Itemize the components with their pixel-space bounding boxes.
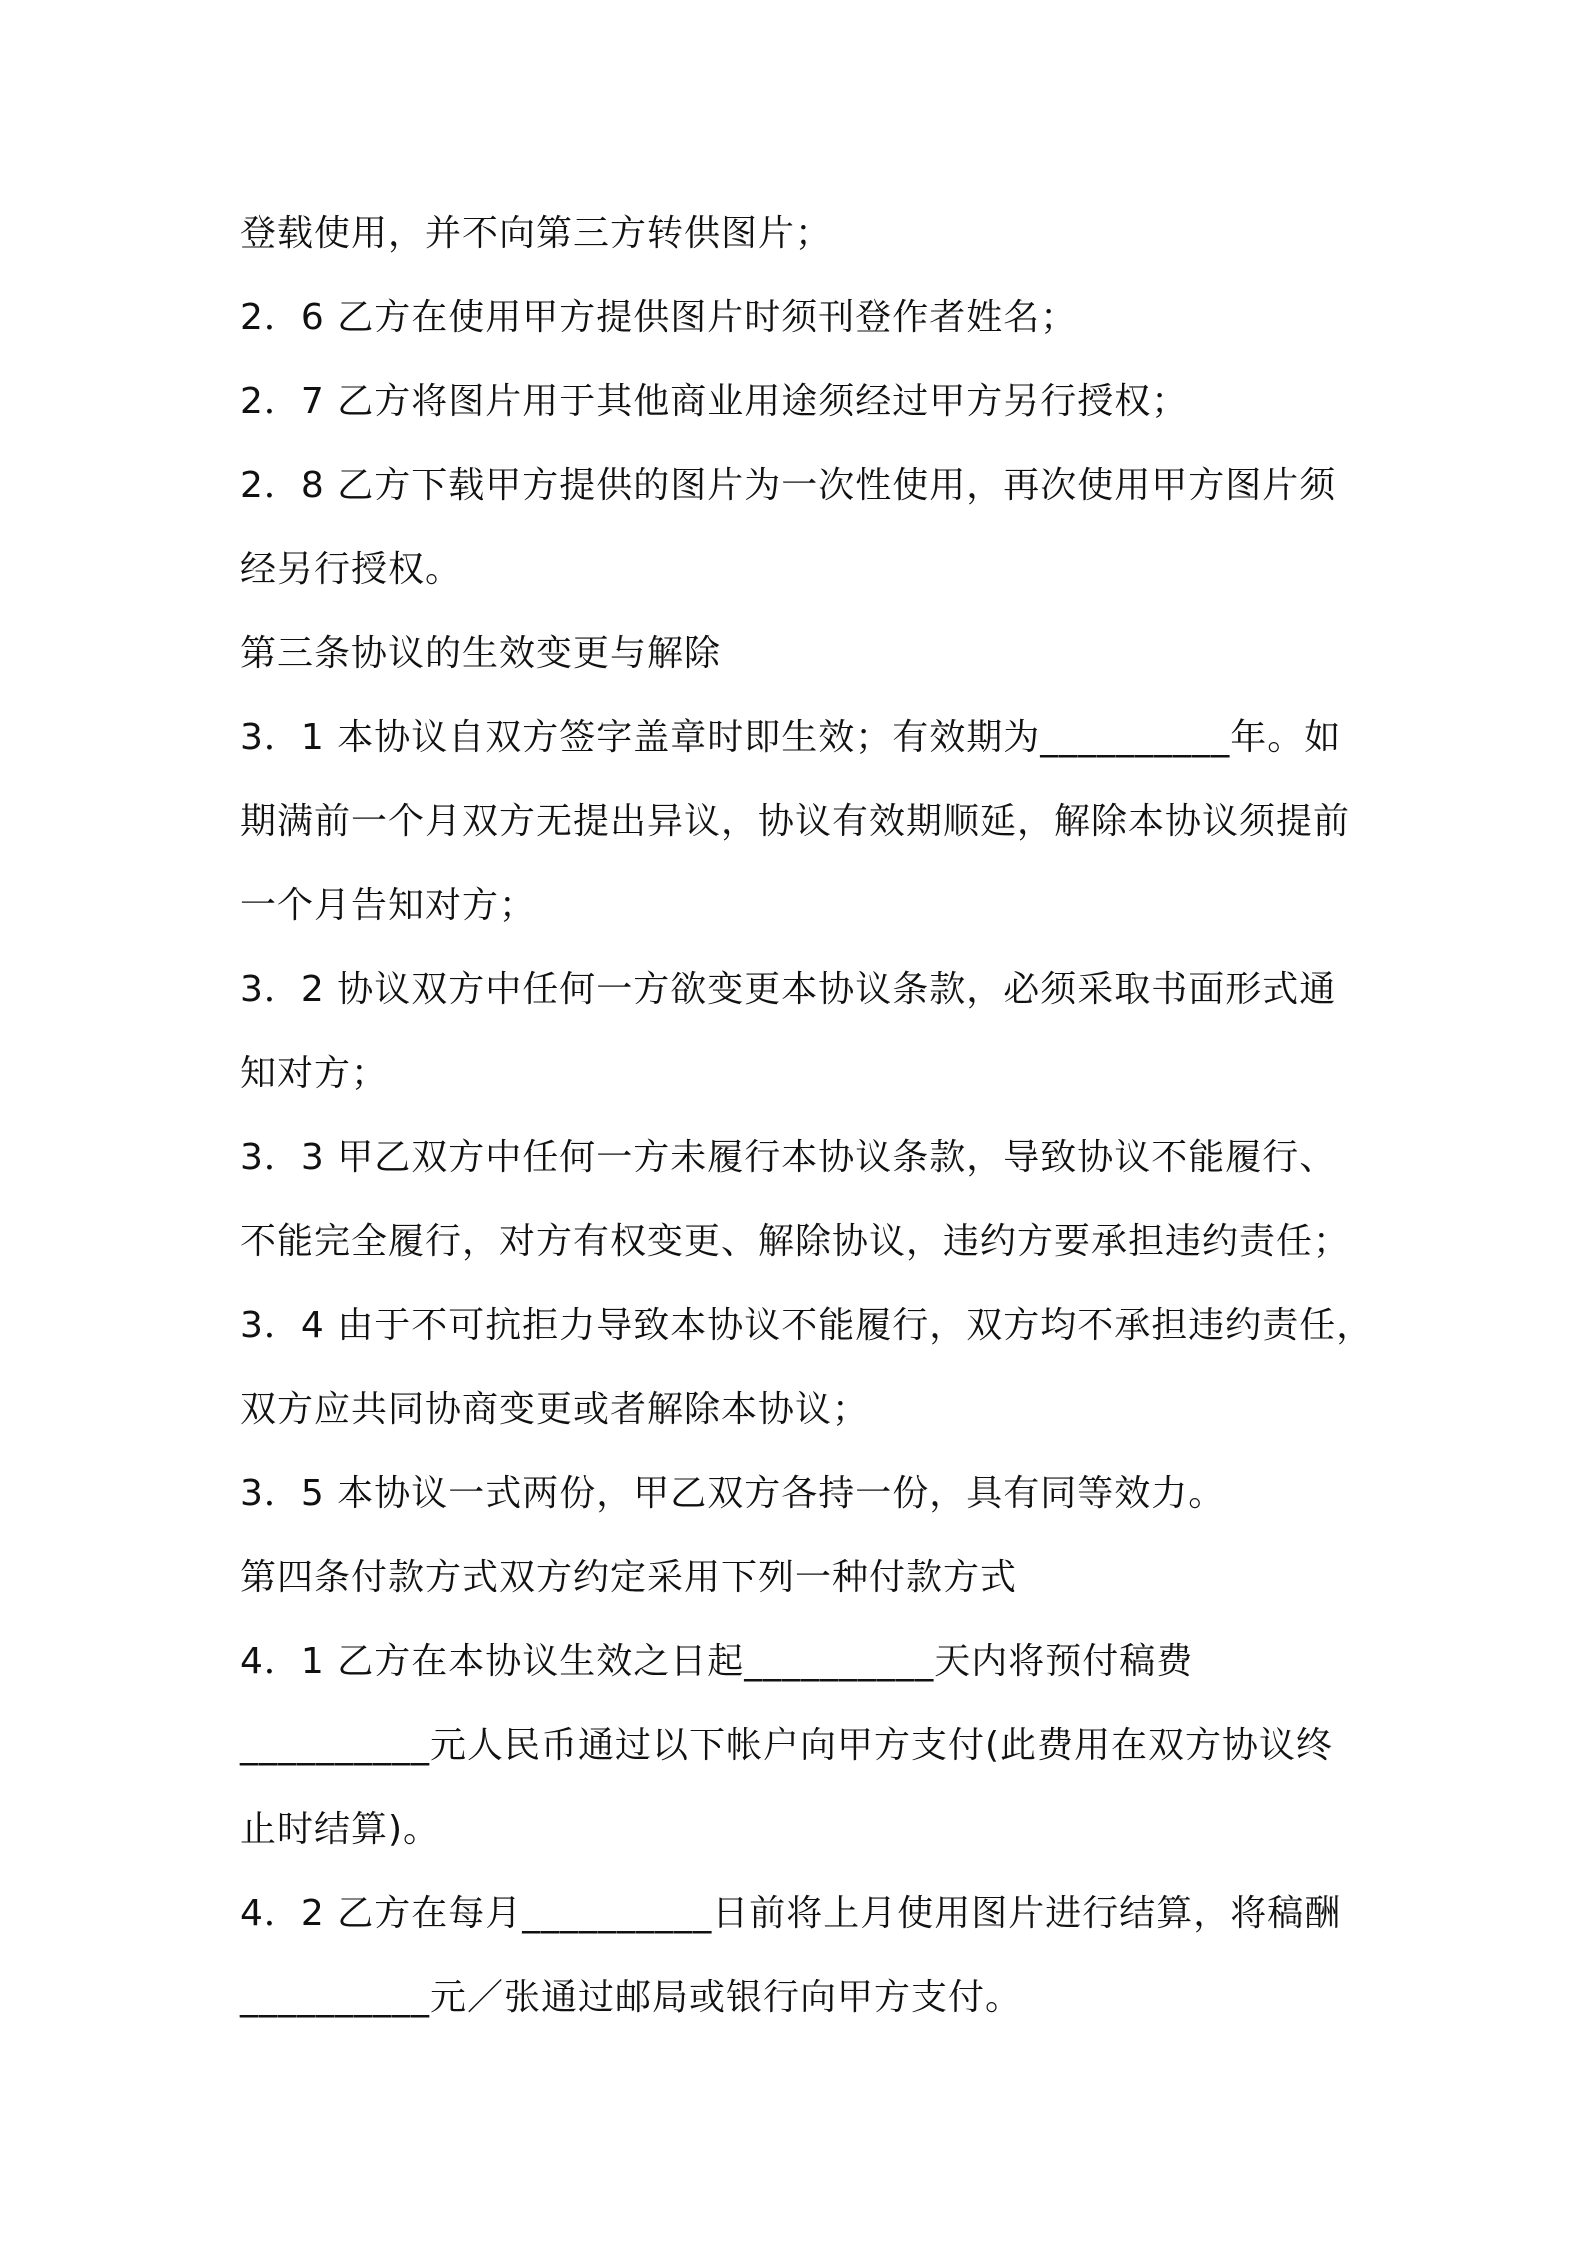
section-heading-3: 第三条协议的生效变更与解除 (240, 633, 722, 674)
text-line-11: 知对方； (240, 1053, 389, 1094)
text-line-16: 3．5 本协议一式两份，甲乙双方各持一份，具有同等效力。 (240, 1473, 1226, 1514)
text-line-10: 3．2 协议双方中任何一方欲变更本协议条款，必须采取书面形式通 (240, 969, 1337, 1010)
text-line-20: 止时结算)。 (240, 1809, 441, 1850)
text-line-21: 4．2 乙方在每月__________日前将上月使用图片进行结算，将稿酬 (240, 1893, 1342, 1934)
text-line-7: 3．1 本协议自双方签字盖章时即生效；有效期为__________年。如 (240, 717, 1342, 758)
text-line-8: 期满前一个月双方无提出异议，协议有效期顺延，解除本协议须提前 (240, 801, 1351, 842)
document-body (240, 192, 1390, 2040)
text-line-3: 2．7 乙方将图片用于其他商业用途须经过甲方另行授权； (240, 381, 1189, 422)
text-line-12: 3．3 甲乙双方中任何一方未履行本协议条款，导致协议不能履行、 (240, 1137, 1337, 1178)
text-line-1: 登载使用，并不向第三方转供图片； (240, 213, 833, 254)
text-line-2: 2．6 乙方在使用甲方提供图片时须刊登作者姓名； (240, 297, 1078, 338)
text-line-15: 双方应共同协商变更或者解除本协议； (240, 1389, 870, 1430)
text-line-14: 3．4 由于不可抗拒力导致本协议不能履行，双方均不承担违约责任， (240, 1305, 1374, 1346)
text-line-18: 4．1 乙方在本协议生效之日起__________天内将预付稿费 (240, 1641, 1194, 1682)
text-line-9: 一个月告知对方； (240, 885, 537, 926)
text-line-22: __________元／张通过邮局或银行向甲方支付。 (240, 1977, 1023, 2018)
text-line-19: __________元人民币通过以下帐户向甲方支付(此费用在双方协议终 (240, 1725, 1334, 1766)
text-line-4: 2．8 乙方下载甲方提供的图片为一次性使用，再次使用甲方图片须 (240, 465, 1337, 506)
text-line-13: 不能完全履行，对方有权变更、解除协议，违约方要承担违约责任； (240, 1221, 1351, 1262)
section-heading-4: 第四条付款方式双方约定采用下列一种付款方式 (240, 1557, 1018, 1598)
text-line-5: 经另行授权。 (240, 549, 463, 590)
